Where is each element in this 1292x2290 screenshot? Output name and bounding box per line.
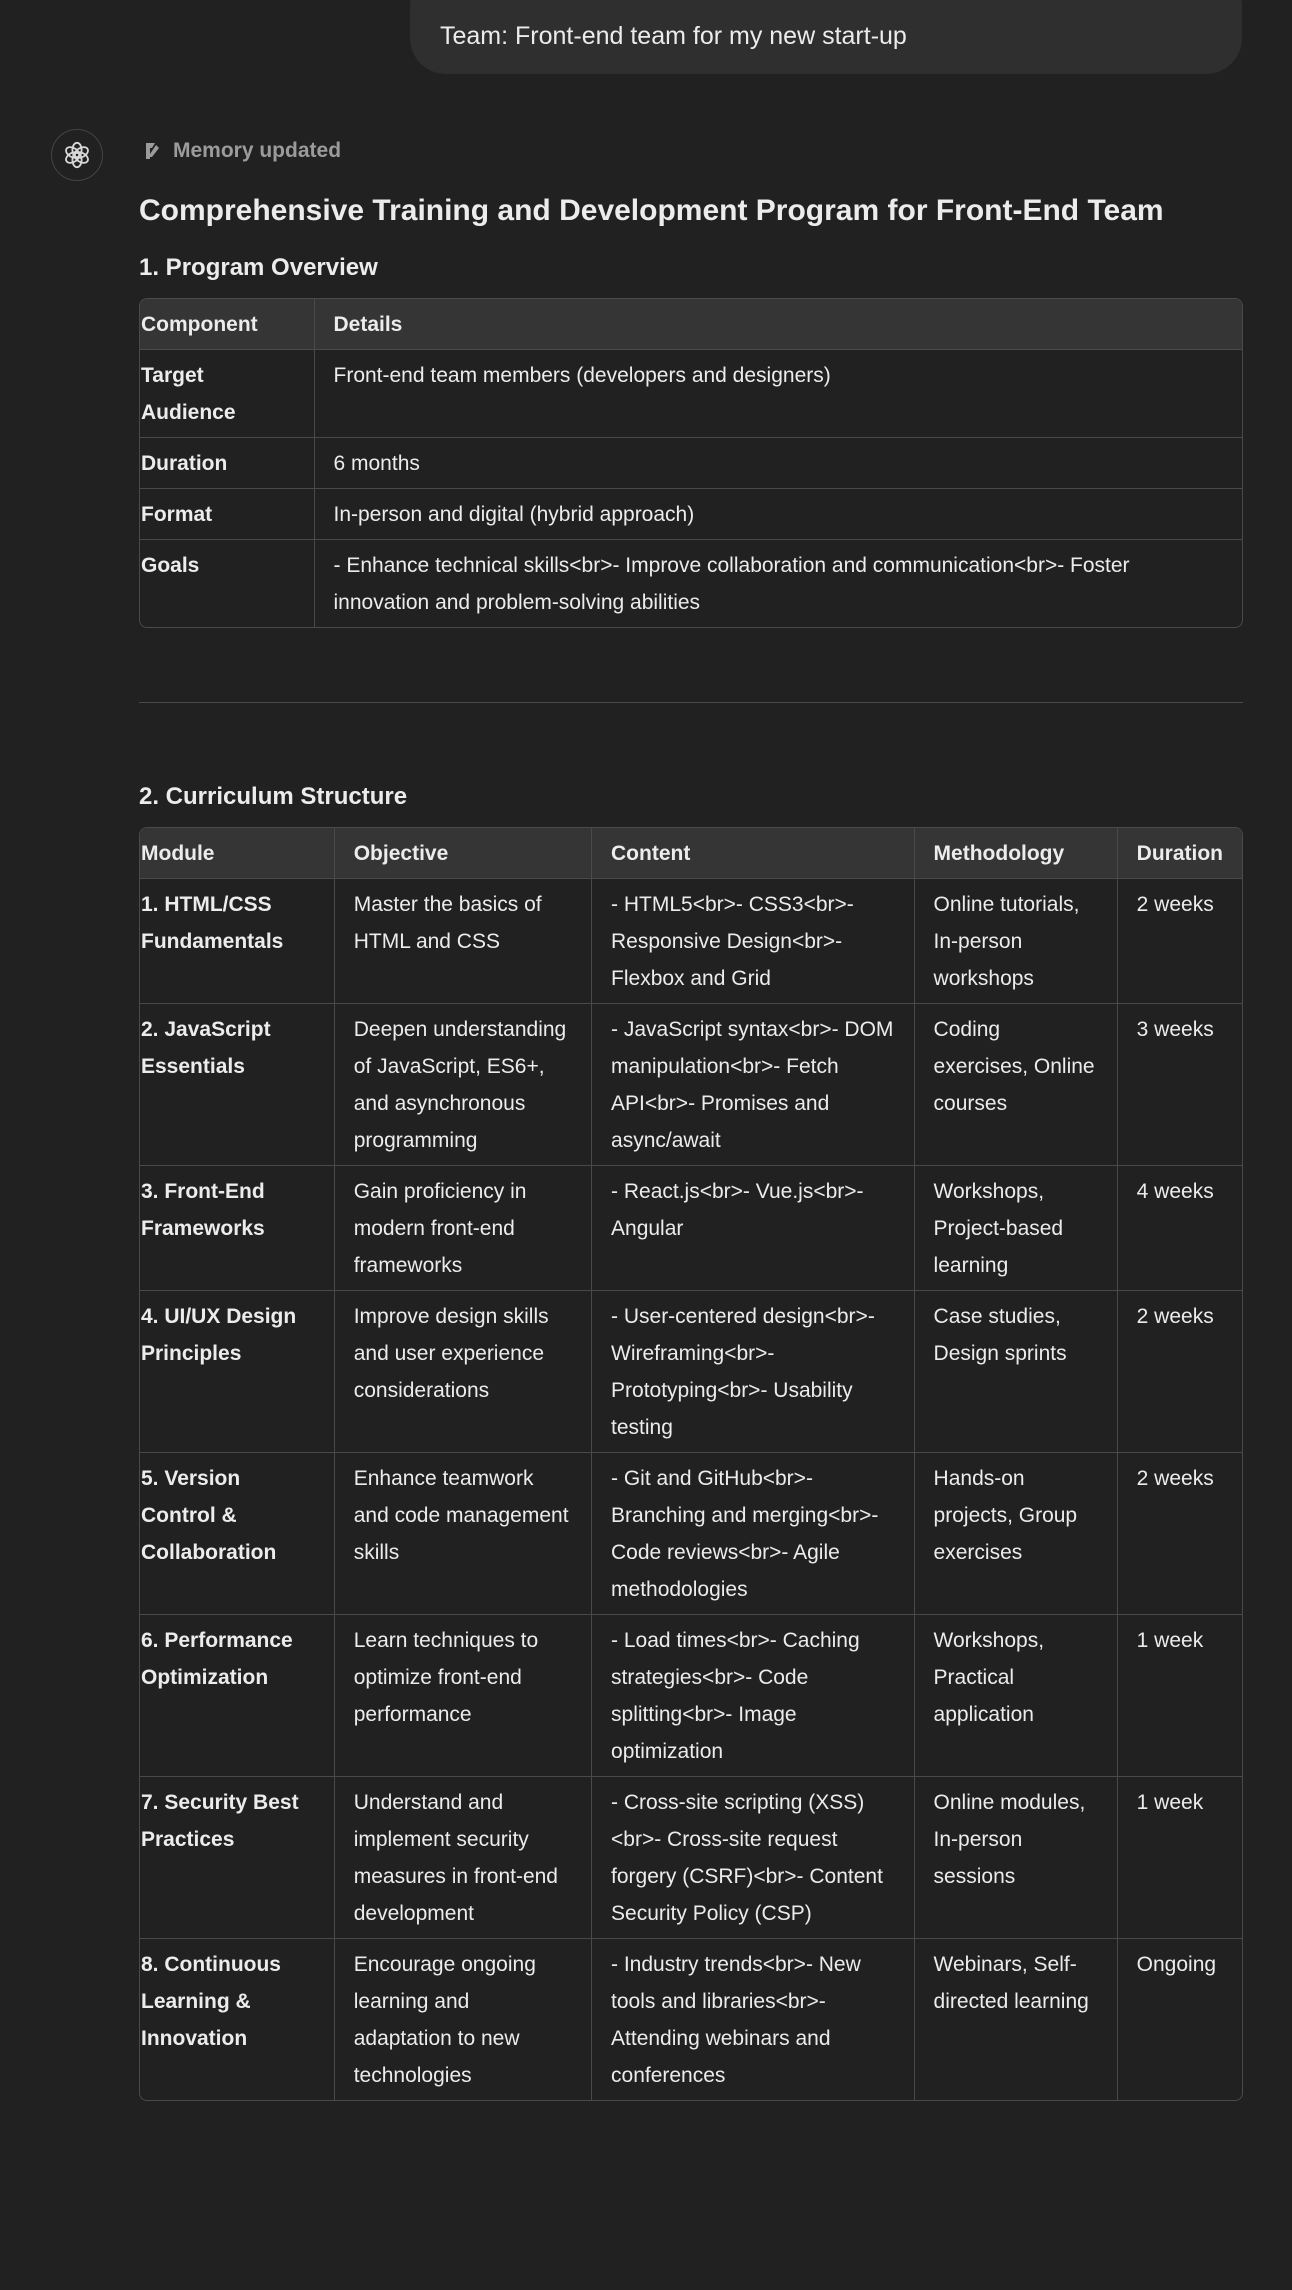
table-cell: Improve design skills and user experience considerations — [334, 1291, 591, 1453]
table-cell: 2. JavaScript Essentials — [140, 1004, 334, 1166]
table-header-row — [140, 299, 1242, 350]
table-cell: Workshops, Project-based learning — [914, 1166, 1117, 1291]
table-cell: Format — [140, 489, 314, 540]
table-cell: 1. HTML/CSS Fundamentals — [141, 893, 284, 953]
table-row — [140, 1291, 1242, 1453]
table-row — [140, 1777, 1242, 1939]
table-cell: 7. Security Best Practices — [140, 1777, 334, 1939]
table-cell: Ongoing — [1117, 1939, 1242, 2101]
table-cell: Front-end team members (developers and designers) — [314, 350, 1242, 438]
table-cell: 2 weeks — [1117, 879, 1242, 1004]
table-row — [140, 1939, 1242, 2101]
table-cell: Online tutorials, In-person workshops — [914, 879, 1117, 1004]
table-cell: Master the basics of HTML and CSS — [334, 879, 591, 1004]
table-row — [140, 350, 1242, 438]
table-cell: 3 weeks — [1117, 1004, 1242, 1166]
table-cell: Coding exercises, Online courses — [914, 1004, 1117, 1166]
table-row — [140, 540, 1242, 628]
user-message-bubble — [410, 0, 1242, 74]
table-row — [140, 1166, 1242, 1291]
table-row — [140, 489, 1242, 540]
assistant-response — [139, 180, 1243, 2101]
table-cell: - Cross-site scripting (XSS)<br>- Cross-site request forgery (CSRF)<br>- Content Security Policy (CSP) — [592, 1777, 915, 1939]
table-cell: Webinars, Self-directed learning — [914, 1939, 1117, 2101]
table-cell: Gain proficiency in modern front-end frameworks — [334, 1166, 591, 1291]
column-header: Content — [592, 828, 915, 879]
table-cell: Hands-on projects, Group exercises — [914, 1453, 1117, 1615]
table-cell: - Industry trends<br>- New tools and libraries<br>- Attending webinars and conferences — [592, 1939, 915, 2101]
table-row — [140, 1615, 1242, 1777]
table-header-row — [140, 828, 1242, 879]
table-row — [140, 438, 1242, 489]
table-cell: 3. Front-End Frameworks — [140, 1166, 334, 1291]
table-cell: 6. Performance Optimization — [140, 1615, 334, 1777]
table-cell: Understand and implement security measures in front-end development — [334, 1777, 591, 1939]
assistant-avatar — [51, 129, 103, 181]
table-cell: 1 week — [1117, 1777, 1242, 1939]
table-cell: - Load times<br>- Caching strategies<br>- Code splitting<br>- Image optimization — [592, 1615, 915, 1777]
table-cell: Workshops, Practical application — [914, 1615, 1117, 1777]
table-cell: Enhance teamwork and code management skills — [334, 1453, 591, 1615]
openai-logo-icon — [62, 140, 92, 170]
curriculum-table — [139, 827, 1243, 2101]
section-heading-curriculum: 2. Curriculum Structure — [139, 783, 408, 810]
table-cell: - HTML5<br>- CSS3<br>- Responsive Design<br>- Flexbox and Grid — [592, 879, 915, 1004]
column-header: Module — [140, 828, 334, 879]
column-header: Duration — [1117, 828, 1242, 879]
overview-table — [139, 298, 1243, 628]
table-cell: Goals — [140, 540, 314, 628]
table-cell: Target Audience — [141, 364, 236, 424]
table-row — [140, 1453, 1242, 1615]
table-cell: 5. Version Control & Collaboration — [140, 1453, 334, 1615]
table-cell: 2 weeks — [1117, 1291, 1242, 1453]
table-cell: 2 weeks — [1117, 1453, 1242, 1615]
table-cell: - JavaScript syntax<br>- DOM manipulation<br>- Fetch API<br>- Promises and async/await — [592, 1004, 915, 1166]
response-title: Comprehensive Training and Development Program for Front-End Team — [139, 194, 1164, 227]
table-cell: - User-centered design<br>- Wireframing<br>- Prototyping<br>- Usability testing — [592, 1291, 915, 1453]
table-cell: Online modules, In-person sessions — [914, 1777, 1117, 1939]
table-cell: 4 weeks — [1117, 1166, 1242, 1291]
column-header: Methodology — [914, 828, 1117, 879]
table-row — [140, 879, 1242, 1004]
user-message-text: Team: Front-end team for my new start-up — [440, 22, 907, 50]
column-header: Component — [140, 299, 314, 350]
table-cell: 8. Continuous Learning & Innovation — [140, 1939, 334, 2101]
column-header: Details — [314, 299, 1242, 350]
table-cell: - Enhance technical skills<br>- Improve collaboration and communication<br>- Foster innovation and problem-solving abilities — [314, 540, 1242, 628]
table-cell: Deepen understanding of JavaScript, ES6+, and asynchronous programming — [334, 1004, 591, 1166]
table-cell: Learn techniques to optimize front-end performance — [334, 1615, 591, 1777]
table-cell: - React.js<br>- Vue.js<br>- Angular — [592, 1166, 915, 1291]
table-cell: - Git and GitHub<br>- Branching and merging<br>- Code reviews<br>- Agile methodologies — [592, 1453, 915, 1615]
table-cell: Encourage ongoing learning and adaptation to new technologies — [334, 1939, 591, 2101]
memory-icon — [143, 141, 163, 161]
table-row — [140, 1004, 1242, 1166]
table-cell: Case studies, Design sprints — [914, 1291, 1117, 1453]
memory-updated-notice[interactable] — [143, 139, 341, 163]
column-header: Objective — [334, 828, 591, 879]
section-heading-overview: 1. Program Overview — [139, 254, 378, 281]
table-cell: 4. UI/UX Design Principles — [140, 1291, 334, 1453]
table-cell: 6 months — [314, 438, 1242, 489]
memory-updated-label: Memory updated — [173, 139, 342, 162]
table-cell: In-person and digital (hybrid approach) — [314, 489, 1242, 540]
table-cell: 1 week — [1117, 1615, 1242, 1777]
table-cell: Duration — [140, 438, 314, 489]
section-divider — [139, 702, 1243, 703]
